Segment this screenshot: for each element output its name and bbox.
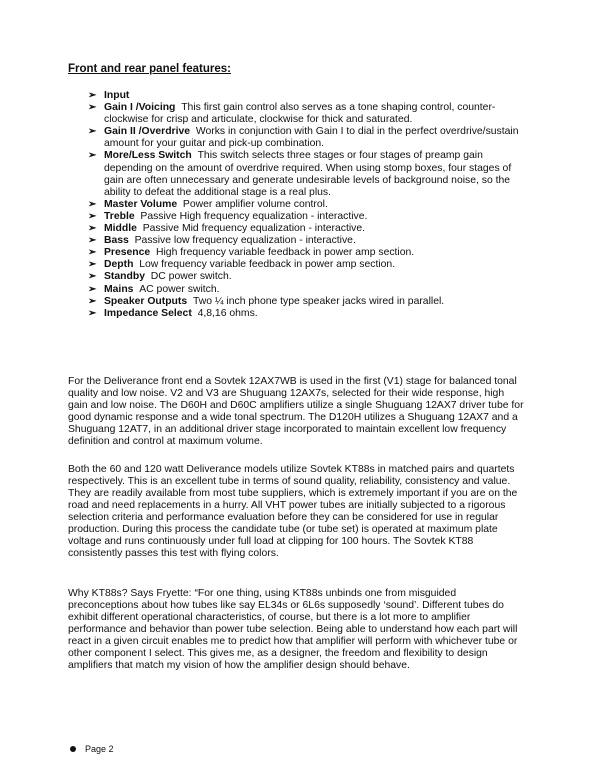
feature-term: Standby <box>104 271 145 283</box>
feature-description: Works in conjunction with Gain I to dial in the perfect overdrive/sustain amount for your guitar and pick-up combination. <box>104 126 519 150</box>
feature-item <box>88 271 528 283</box>
feature-term: Presence <box>104 247 151 259</box>
feature-description: High frequency variable feedback in power amp section. <box>156 247 415 259</box>
feature-description: AC power switch. <box>139 283 220 295</box>
feature-item <box>88 199 528 211</box>
feature-description: Two ¼ inch phone type speaker jacks wired in parallel. <box>192 295 445 307</box>
arrow-bullet-icon: ➢ <box>88 102 97 114</box>
arrow-bullet-icon: ➢ <box>88 235 97 247</box>
feature-item <box>88 150 528 198</box>
feature-item <box>88 284 528 296</box>
arrow-bullet-icon: ➢ <box>88 247 97 259</box>
feature-description: Passive High frequency equalization - interactive. <box>140 210 368 222</box>
paragraph-power-tubes: Both the 60 and 120 watt Deliverance models utilize Sovtek KT88s in matched pairs and quartets respectively. This is an excellent tube in terms of sound quality, reliability, consistency and value. They are readily available from most tube suppliers, which is extremely important if you are on the road and need replacements in a hurry. All VHT power tubes are initially subjected to a rigorous selection criteria and performance evaluation before they can be considered for use in regular production. During this process the candidate tube (or tube set) is operated at maximum plate voltage and runs continuously under full load at clipping for 100 hours. The Sovtek KT88 consistently passes this test with flying colors. <box>68 464 518 560</box>
arrow-bullet-icon: ➢ <box>88 150 97 162</box>
feature-description: 4,8,16 ohms. <box>197 307 258 319</box>
feature-term: Mains <box>104 283 134 295</box>
feature-term: Master Volume <box>104 198 178 210</box>
feature-item <box>88 247 528 259</box>
paragraph-preamp-tubes: For the Deliverance front end a Sovtek 12AX7WB is used in the first (V1) stage for balanced tonal quality and low noise. V2 and V3 are Shuguang 12AX7s, selected for their wide response, high gain and low noise. The D60H and D60C amplifiers utilize a single Shuguang 12AX7 driver tube for good dynamic response and a wide tonal spectrum. The D120H utilizes a Shuguang 12AX7 and a Shuguang 12AT7, in an additional driver stage incorporated to maintain excellent low frequency definition and control at maximum volume. <box>68 376 524 448</box>
page-number: Page 2 <box>85 744 114 754</box>
features-list <box>88 90 528 320</box>
arrow-bullet-icon: ➢ <box>88 210 97 222</box>
feature-term: Speaker Outputs <box>104 295 188 307</box>
feature-description: Passive Mid frequency equalization - interactive. <box>142 223 366 235</box>
feature-item <box>88 296 528 308</box>
feature-description: Passive low frequency equalization - interactive. <box>134 235 356 247</box>
feature-item <box>88 259 528 271</box>
arrow-bullet-icon: ➢ <box>88 223 97 235</box>
feature-term: Input <box>104 90 130 101</box>
bullet-icon <box>70 746 76 752</box>
feature-term: Middle <box>104 223 137 235</box>
feature-term: Treble <box>104 210 135 222</box>
arrow-bullet-icon: ➢ <box>88 307 97 319</box>
feature-term: Depth <box>104 259 134 271</box>
arrow-bullet-icon: ➢ <box>88 126 97 138</box>
arrow-bullet-icon: ➢ <box>88 90 97 101</box>
page-footer <box>70 744 114 754</box>
feature-description: Low frequency variable feedback in power amp section. <box>139 259 396 271</box>
arrow-bullet-icon: ➢ <box>88 295 97 307</box>
arrow-bullet-icon: ➢ <box>88 283 97 295</box>
feature-item <box>88 211 528 223</box>
feature-item <box>88 102 528 126</box>
feature-item <box>88 90 528 102</box>
section-heading: Front and rear panel features: <box>68 63 231 75</box>
feature-description: Power amplifier volume control. <box>182 198 328 210</box>
arrow-bullet-icon: ➢ <box>88 271 97 283</box>
feature-term: Gain II /Overdrive <box>104 126 191 138</box>
feature-description: DC power switch. <box>150 271 232 283</box>
feature-term: Gain I /Voicing <box>104 102 176 114</box>
feature-item <box>88 235 528 247</box>
paragraph-why-kt88: Why KT88s? Says Fryette: “For one thing, using KT88s unbinds one from misguided preconceptions about how tubes like say EL34s or 6L6s supposedly ‘sound’. Different tubes do exhibit different operational characteristics, of course, but there is a lot more to amplifier performance and behavior than power tube selection. Being able to understand how each part will react in a given circuit enables me to predict how that amplifier will perform with whichever tube or other component I select. This gives me, as a designer, the freedom and flexibility to design amplifiers that match my vision of how the amplifier design should behave. <box>68 588 518 672</box>
feature-term: More/Less Switch <box>104 150 192 162</box>
feature-description: This switch selects three stages or four stages of preamp gain depending on the amount of overdrive required. When using stomp boxes, four stages of gain are often unnecessary and generate undesirable levels of background noise, so the ability to defeat the additional stage is a real plus. <box>104 150 512 198</box>
feature-description: This first gain control also serves as a tone shaping control, counter-clockwise for crisp and articulate, clockwise for thick and saturated. <box>104 102 496 126</box>
arrow-bullet-icon: ➢ <box>88 198 97 210</box>
feature-item <box>88 308 528 320</box>
feature-item <box>88 126 528 150</box>
arrow-bullet-icon: ➢ <box>88 259 97 271</box>
feature-item <box>88 223 528 235</box>
feature-term: Bass <box>104 235 129 247</box>
feature-term: Impedance Select <box>104 307 192 319</box>
